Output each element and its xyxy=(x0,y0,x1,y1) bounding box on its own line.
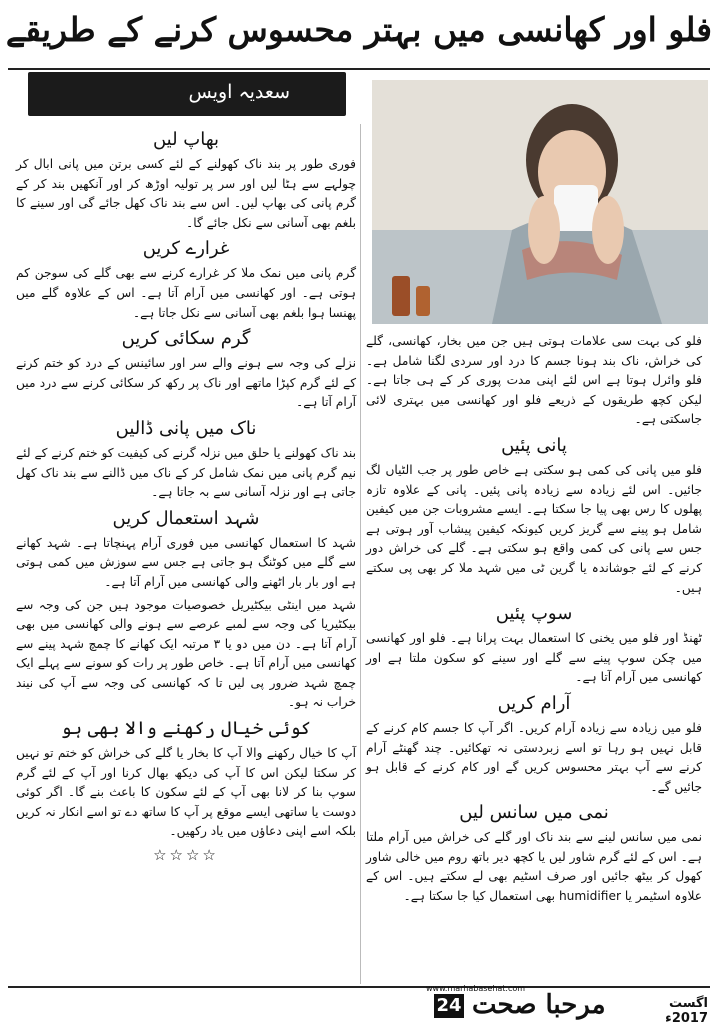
footer-divider xyxy=(8,986,710,988)
section-text-rest: فلو میں زیادہ سے زیادہ آرام کریں۔ اگر آپ کا جسم کام کرنے کے قابل نہیں ہو رہا تو اسے زبردستی نہ تھکائیں۔ چند گھنٹے آرام کرنے سے آپ بہتر محسوس کریں گے اور کام کرنے کے قابل ہو جائیں گے۔ xyxy=(366,720,702,794)
section-heading-gargle: غرارے کریں xyxy=(142,238,230,260)
section-heading-caretaker: کوئی خیال رکھنے والا بھی ہو xyxy=(60,718,312,740)
left-column xyxy=(16,124,356,866)
section-heading-water: پانی پئیں xyxy=(501,434,567,456)
section-text-humidity: نمی میں سانس لینے سے بند ناک اور گلے کی خراش میں آرام ملتا ہے۔ اس کے لئے گرم شاور لیں یا کچھ دیر باتھ روم میں خالی شاور کھول کر بیٹھ جائیں اور صرف اسٹیم بھی لے سکتے ہیں۔ اس کے علاوہ اسٹیمر یا humidifier بھی استعمال کیا جا سکتا ہے۔ xyxy=(366,830,702,904)
author-name: سعدیہ اویس xyxy=(188,81,290,103)
magazine-logo: مرحبا صحت xyxy=(472,990,606,1020)
article-photo xyxy=(372,80,708,324)
magazine-masthead xyxy=(368,984,708,1026)
section-heading-soup: سوپ پئیں xyxy=(495,603,573,625)
section-heading-steam: بھاپ لیں xyxy=(152,129,220,150)
website-url: www.marhabasehat.com xyxy=(426,984,526,993)
section-text-nasal-water: بند ناک کھولنے یا حلق میں نزلہ گرنے کی کیفیت کو ختم کرنے کے لئے نیم گرم پانی میں نمک شامل کر کے ناک میں ڈالنے سے بند ناک کھل جاتی ہے اور نزلہ آسانی سے بہ جاتا ہے۔ xyxy=(16,445,356,500)
sick-woman-illustration xyxy=(372,80,708,324)
section-heading-nasal-water: ناک میں پانی ڈالیں xyxy=(115,417,257,439)
author-bar xyxy=(28,72,346,116)
section-text-steam: فوری طور پر بند ناک کھولنے کے لئے کسی برتن میں پانی ابال کر چولہے سے ہٹا لیں اور سر پر تولیہ اوڑھ کر اور آنکھیں بند کر کے گرم پانی کی بھاپ لیں۔ اس سے بند ناک کھل جائے گی اور سینے کا بلغم بھی آسانی سے نکل جائے گا۔ xyxy=(16,157,356,230)
intro-text: فلو کی بہت سی علامات ہوتی ہیں جن میں بخار، کھانسی، گلے کی خراش، ناک بند ہونا جسم کا درد اور سردی لگنا شامل ہے۔ فلو وائرل ہوتا ہے اس لئے اپنی مدت پوری کر کے ہی جاتا ہے۔ لیکن کچھ طریقوں کے ذریعے فلو اور کھانسی میں بہتری لائی جاسکتی ہے۔ xyxy=(366,334,702,427)
section-heading-honey: شہد استعمال کریں xyxy=(112,507,260,529)
end-stars: ☆☆☆☆ xyxy=(153,846,219,865)
article-title: فلو اور کھانسی میں بہتر محسوس کرنے کے طریقے xyxy=(5,10,713,49)
section-text-honey-2: شہد میں اینٹی بیکٹیریل خصوصیات موجود ہیں جن کی وجہ سے بیکٹیریا کی وجہ سے لمبے عرصے سے ہونے والی کھانسی میں بھی آرام آتا ہے۔ دن میں دو یا ۳ مرتبہ ایک کھانے کا چمچ شہد پینے سے کھانسی میں آرام آتا ہے۔ خاص طور پر رات کو سونے سے پہلے ایک چمچ شہد ضرور پی لیں تا کہ کھانسی کی وجہ سے آپ کی نیند خراب نہ ہو۔ xyxy=(16,597,356,710)
right-column xyxy=(366,332,702,910)
column-divider xyxy=(360,124,361,984)
page-number: 24 xyxy=(434,994,464,1018)
section-heading-rest: آرام کریں xyxy=(497,692,571,714)
section-text-water: فلو میں پانی کی کمی ہو سکتی ہے خاص طور پر جب الٹیاں لگ جائیں۔ اس لئے زیادہ سے زیادہ پانی پئیں۔ پانی کے علاوہ تازہ پھلوں کا رس بھی پیا جا سکتا ہے۔ ایسے مشروبات جن میں کیفین شامل ہو پینے سے گریز کریں کیونکہ کیفین پیشاب آور ہوتی ہے جس سے پانی کی کمی واقع ہو سکتی ہے۔ گلے کی خراش دور کرنے کے لئے جوشاندہ یا گرین ٹی میں شہد ملا کر بھی پی سکتے ہیں۔ xyxy=(366,462,702,595)
section-text-honey-1: شہد کا استعمال کھانسی میں فوری آرام پہنچاتا ہے۔ شہد کھانے سے گلے میں کوٹنگ ہو جاتی ہے جس سے سوزش میں کمی ہوتی ہے اور بار بار اٹھنے والی کھانسی میں آرام آتا ہے۔ xyxy=(16,535,356,589)
section-text-soup: ٹھنڈ اور فلو میں یخنی کا استعمال بہت پرانا ہے۔ فلو اور کھانسی میں چکن سوپ پینے سے گلے اور سینے کو سکون ملتا ہے اور کھانسی میں آرام آتا ہے۔ xyxy=(366,631,702,685)
title-divider xyxy=(8,68,710,70)
section-text-gargle: گرم پانی میں نمک ملا کر غرارے کرنے سے بھی گلے کی سوجن کم ہوتی ہے۔ اور کھانسی میں آرام آتا ہے۔ اس کے علاوہ گلے میں پھنسا ہوا بلغم بھی آسانی سے نکل جاتا ہے۔ xyxy=(16,266,356,320)
section-text-caretaker: آپ کا خیال رکھنے والا آپ کا بخار یا گلے کی خراش کو ختم تو نہیں کر سکتا لیکن اس کا آپ کی دیکھ بھال کرنا اور آپ کے لئے گرم سوپ بنا کر لانا بھی آپ کے لئے سکون کا باعث بنے گا۔ اگر کوئی دوست یا ساتھی ایسے موقع پر آپ کا ساتھ دے تو اسے انکار نہ کریں بلکہ اسے اپنی دعاؤں میں یاد رکھیں۔ xyxy=(16,746,356,839)
issue-date: اگست 2017ء xyxy=(665,996,708,1026)
section-text-warm-compress: نزلے کی وجہ سے ہونے والے سر اور سائینس کے درد کو ختم کرنے کے لئے گرم کپڑا ماتھے اور ناک پر رکھ کر سکائی کرنے سے درد میں آرام آتا ہے۔ xyxy=(16,356,356,410)
section-heading-warm-compress: گرم سکائی کریں xyxy=(121,328,251,350)
section-heading-humidity: نمی میں سانس لیں xyxy=(459,802,609,824)
